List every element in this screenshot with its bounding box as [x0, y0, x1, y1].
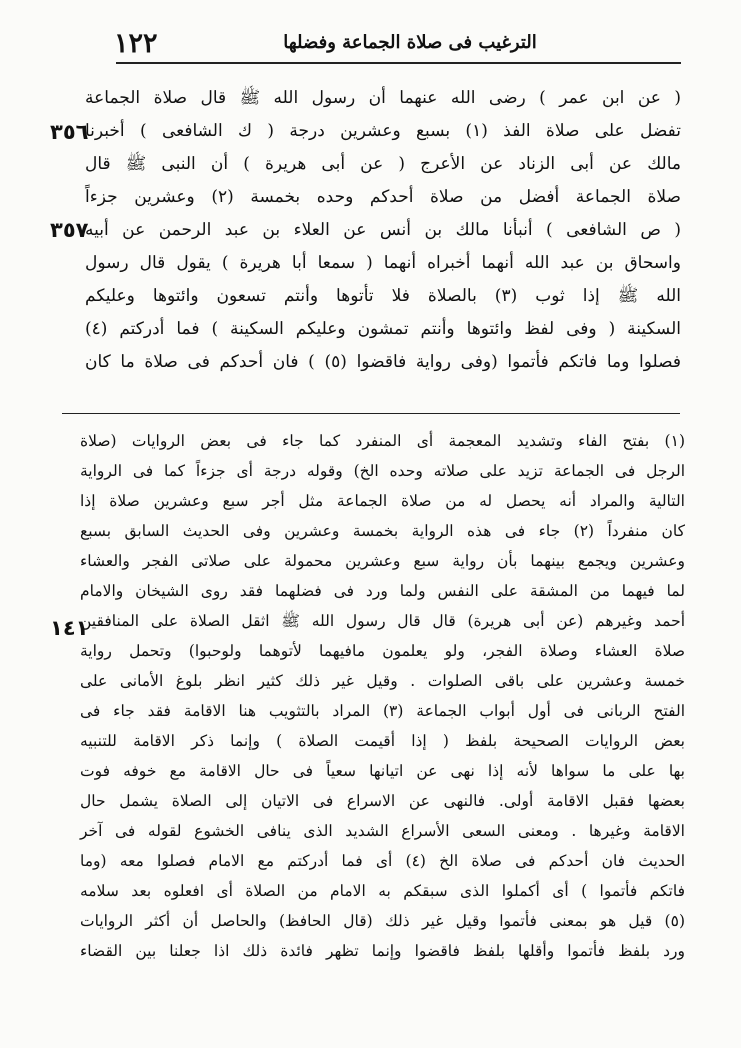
footnote-line: (١) بفتح الفاء وتشديد المعجمة أى المنفرد كما جاء فى بعض الروايات (صلاة: [80, 432, 685, 450]
footnote-line: بعضها فقبل الاقامة أولى. فالنهى عن الاسراع فى الاتيان إلى الصلاة يشمل حال: [80, 792, 685, 810]
hadith-number: ٣٥٧: [50, 218, 89, 242]
footnote-line: خمسة وعشرين على باقى الصلوات . وقيل غير ذلك كثير انظر بلوغ الأمانى على: [80, 672, 685, 690]
main-line: ( ص الشافعى ) أنبأنا مالك بن أنس عن العلاء بن عبد الرحمن عن أبيه: [85, 220, 681, 240]
page-number: ١٢٢: [114, 28, 158, 59]
footnote-line: صلاة العشاء وصلاة الفجر، ولو يعلمون مافيهما لأتوهما ولوحبوا) وتحمل رواية: [80, 642, 685, 660]
footnote-reference-number: ١٤١: [50, 616, 89, 640]
hadith-number: ٣٥٦: [50, 120, 89, 144]
footnote-line: الاقامة وغيرها . ومعنى السعى الأسراع الشديد الذى ينافى الخشوع لقوله فى آخر: [80, 822, 685, 840]
footnote-line: التالية والمراد أنه يحصل له من صلاة الجماعة مثل أجر سبع وعشرين صلاة إذا: [80, 492, 685, 510]
footnote-line: بعض الروايات الصحيحة بلفظ ( إذا أقيمت الصلاة ) وإنما ذكر الاقامة للتنبيه: [80, 732, 685, 750]
main-line: تفضل على صلاة الفذ (١) بسبع وعشرين درجة ( ك الشافعى ) أخبرنا: [85, 121, 681, 141]
footnote-line: ورد بلفظ فأتموا وأقلها بلفظ فاقضوا وإنما تظهر فائدة ذلك اذا جعلنا بين القضاء: [80, 942, 685, 960]
footnote-line: أحمد وغيرهم (عن أبى هريرة) قال قال رسول الله ﷺ اثقل الصلاة على المنافقين: [80, 612, 685, 630]
footnote-line: الحديث فان أحدكم فى صلاة الخ (٤) أى فما أدركتم مع الامام فصلوا معه (وما: [80, 852, 685, 870]
main-line: مالك عن أبى الزناد عن الأعرج ( عن أبى هريرة ) أن النبى ﷺ قال: [85, 154, 681, 174]
main-line: فصلوا وما فاتكم فأتموا (وفى رواية فاقضوا (٥) ) فان أحدكم فى صلاة ما كان: [85, 352, 681, 372]
main-line: السكينة ( وفى لفظ وائتوها وأنتم تمشون وعليكم السكينة ) فما أدركتم (٤): [85, 319, 681, 339]
footnote-line: فاتكم فأتموا ) أى أكملوا الذى سبقكم به الامام من الصلاة أى افعلوه بعد سلامه: [80, 882, 685, 900]
footnote-divider: [62, 413, 680, 414]
footnote-line: وعشرين ويجمع بينهما بأن رواية سبع وعشرين محمولة على صلاتى الفجر والعشاء: [80, 552, 685, 570]
main-line: الله ﷺ إذا ثوب (٣) بالصلاة فلا تأتوها وأنتم تسعون وائتوها وعليكم: [85, 286, 681, 306]
header-rule: [116, 62, 681, 64]
page-header: [60, 28, 681, 62]
footnote-line: لما فيهما من المشقة على النفس ولما ورد فى فضلهما فقد روى الشيخان والامام: [80, 582, 685, 600]
footnote-line: الفتح الربانى فى أول أبواب الجماعة (٣) المراد بالتثويب هنا الاقامة فقد جاء فى: [80, 702, 685, 720]
footnote-line: بها على ما سواها لأنه إذا نهى عن اتيانها سعياً فى حال الاقامة مع خوفه فوت: [80, 762, 685, 780]
footnote-line: كان منفرداً (٢) جاء فى هذه الرواية بخمسة وعشرين وفى الحديث السابق بسبع: [80, 522, 685, 540]
main-line: صلاة الجماعة أفضل من صلاة أحدكم وحده بخمسة (٢) وعشرين جزءاً: [85, 187, 681, 207]
footnote-line: الرجل فى الجماعة تزيد على صلاته وحده الخ) وقوله درجة أى جزءاً كما فى الرواية: [80, 462, 685, 480]
footnote-line: (٥) قيل هو بمعنى فأتموا وقيل غير ذلك (قال الحافظ) والحاصل أن أكثر الروايات: [80, 912, 685, 930]
main-line: واسحاق بن عبد الله أنهما أخبراه أنهما ( سمعا أبا هريرة ) يقول قال رسول: [85, 253, 681, 273]
running-title: الترغيب فى صلاة الجماعة وفضلها: [283, 32, 537, 53]
main-line: ( عن ابن عمر ) رضى الله عنهما أن رسول الله ﷺ قال صلاة الجماعة: [85, 88, 681, 108]
